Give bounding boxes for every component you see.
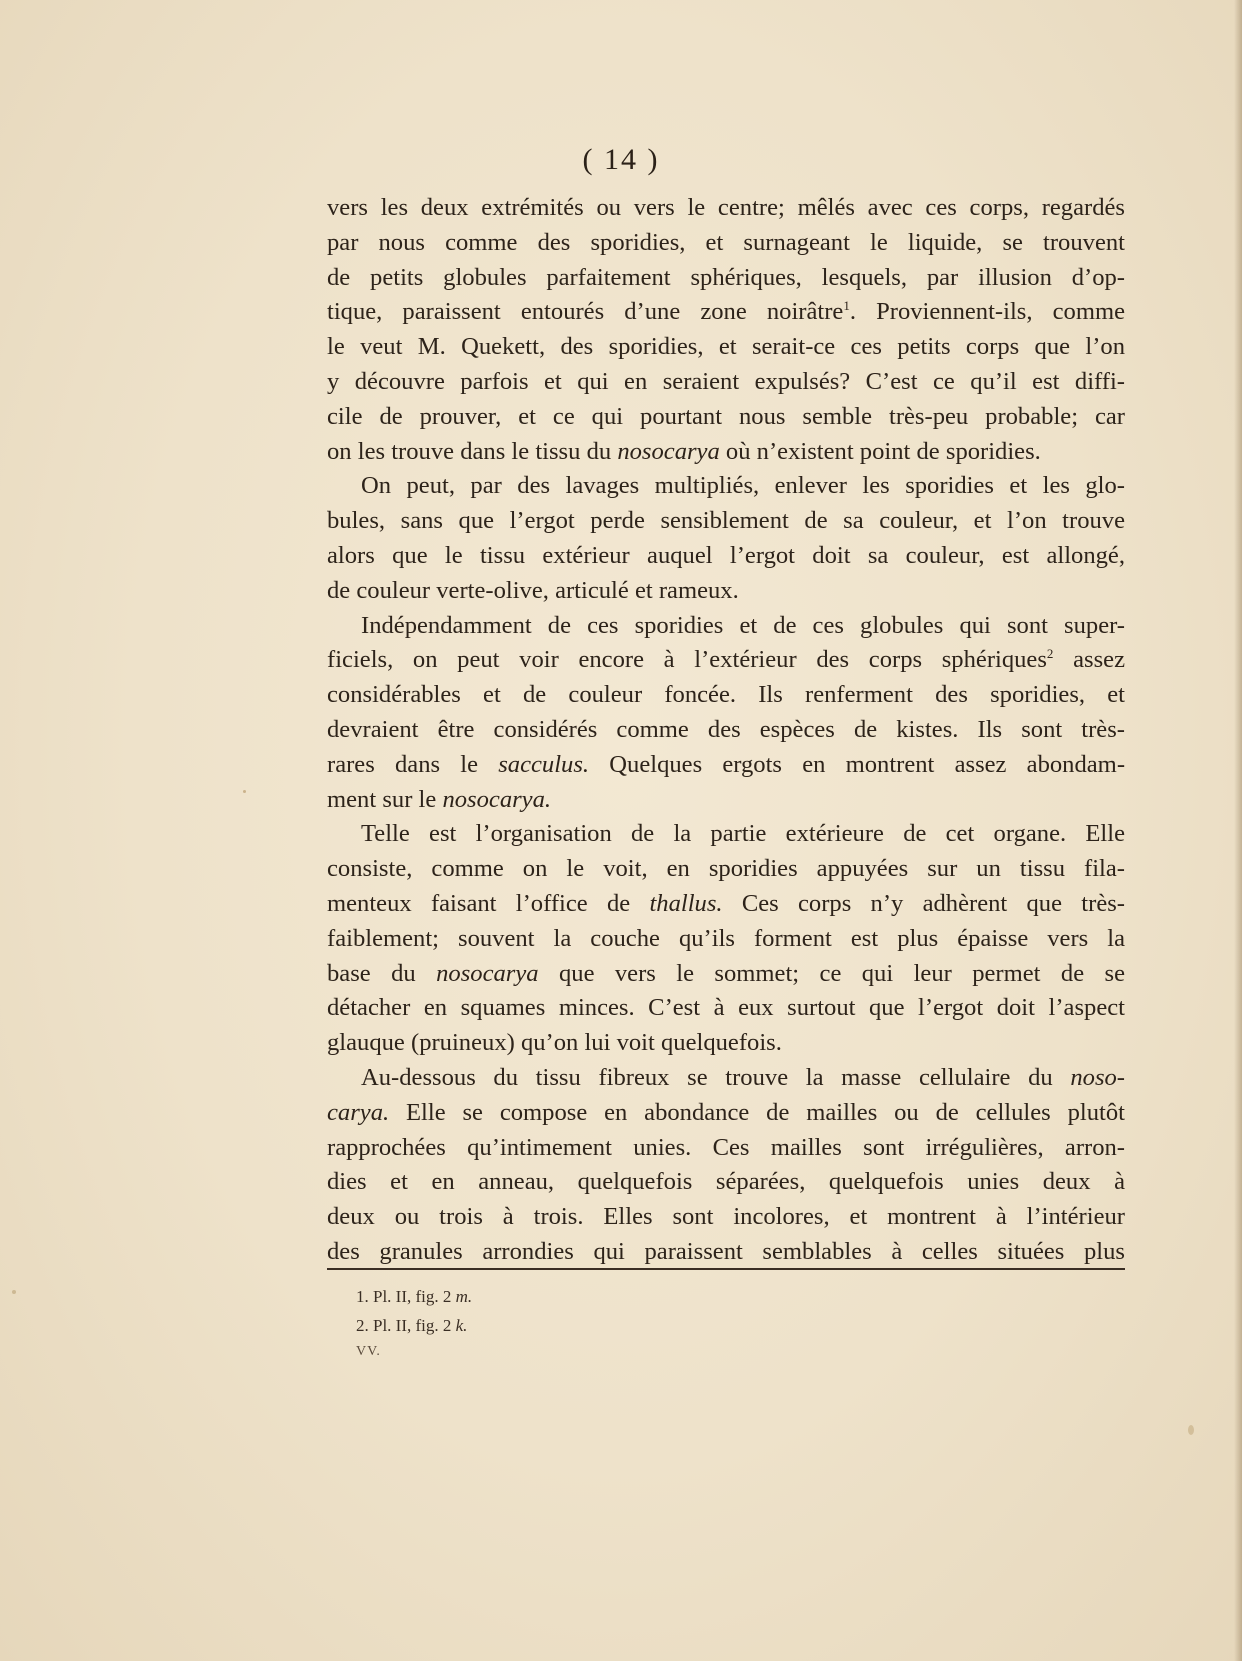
text-line xyxy=(327,1200,1125,1235)
text-run: par nous comme des sporidies, et surnageant le liquide, se trouvent xyxy=(327,228,1125,256)
footnote-number: 2. xyxy=(356,1316,369,1335)
text-line xyxy=(327,191,1125,226)
text-line xyxy=(327,922,1125,957)
footnote-text: Pl. II, fig. 2 xyxy=(373,1316,452,1335)
text-run: deux ou trois à trois. Elles sont incolores, et montrent à l’intérieur xyxy=(327,1203,1125,1231)
italic-term: thallus. xyxy=(649,889,723,917)
text-run: dies et en anneau, quelquefois séparées, quelquefois unies deux à xyxy=(327,1168,1125,1196)
text-line xyxy=(327,469,1125,504)
text-line xyxy=(327,261,1125,296)
text-run: assez xyxy=(1053,646,1125,674)
text-run: y découvre parfois et qui en seraient expulsés? C’est ce qu’il est diffi- xyxy=(327,367,1125,395)
text-run: Quelques ergots en montrent assez abondam- xyxy=(589,750,1126,778)
paper-speck xyxy=(12,1290,16,1294)
text-run: de petits globules parfaitement sphériques, lesquels, par illusion d’op- xyxy=(327,263,1125,291)
footnote-letter: m. xyxy=(455,1287,473,1306)
text-line xyxy=(327,748,1125,783)
footnote-1 xyxy=(356,1282,472,1311)
text-run: consiste, comme on le voit, en sporidies appuyées sur un tissu fila- xyxy=(327,855,1125,883)
text-run: on les trouve dans le tissu du xyxy=(327,437,618,465)
text-run: que vers le sommet; ce qui leur permet de se xyxy=(538,959,1126,987)
text-line xyxy=(327,1061,1125,1096)
body-text xyxy=(327,191,1125,1270)
text-run: des granules arrondies qui paraissent semblables à celles situées plus xyxy=(327,1237,1125,1265)
text-run: considérables et de couleur foncée. Ils renferment des sporidies, et xyxy=(327,681,1125,709)
text-run: glauque (pruineux) qu’on lui voit quelquefois. xyxy=(327,1029,782,1057)
italic-term: sacculus. xyxy=(498,750,590,778)
text-run: de couleur verte-olive, articulé et rameux. xyxy=(327,576,739,604)
italic-term: carya. xyxy=(327,1098,390,1126)
text-run: faiblement; souvent la couche qu’ils forment est plus épaisse vers la xyxy=(327,924,1125,952)
text-run: Au-dessous du tissu fibreux se trouve la masse cellulaire du xyxy=(361,1063,1071,1091)
italic-term: nosocarya. xyxy=(442,785,552,813)
signature-mark: VV. xyxy=(356,1344,381,1359)
footnote-number: 1. xyxy=(356,1287,369,1306)
italic-term: nosocarya xyxy=(436,959,539,987)
text-line xyxy=(327,991,1125,1026)
text-run: menteux faisant l’office de xyxy=(327,889,650,917)
text-run: Elle se compose en abondance de mailles ou de cellules plutôt xyxy=(389,1098,1125,1126)
text-line xyxy=(327,504,1125,539)
text-line xyxy=(327,330,1125,365)
text-run: base du xyxy=(327,959,437,987)
text-run: Indépendamment de ces sporidies et de ces globules qui sont super- xyxy=(361,611,1125,639)
text-run: vers les deux extrémités ou vers le centre; mêlés avec ces corps, regardés xyxy=(327,194,1125,221)
text-run: ficiels, on peut voir encore à l’extérieur des corps sphériques xyxy=(327,646,1047,674)
text-run: tique, paraissent entourés d’une zone noirâtre xyxy=(327,298,844,326)
footnote-reference: 2 xyxy=(1046,646,1054,662)
text-run: bules, sans que l’ergot perde sensiblement de sa couleur, et l’on trouve xyxy=(327,507,1125,535)
text-line xyxy=(327,609,1125,644)
text-run: ment sur le xyxy=(327,785,443,813)
text-line xyxy=(327,539,1125,574)
text-line xyxy=(327,400,1125,435)
text-line xyxy=(327,1131,1125,1166)
text-run: alors que le tissu extérieur auquel l’ergot doit sa couleur, est allongé, xyxy=(327,541,1125,569)
text-line xyxy=(327,957,1125,992)
text-run: où n’existent point de sporidies. xyxy=(719,437,1041,465)
text-line xyxy=(327,643,1125,678)
text-run: devraient être considérés comme des espèces de kistes. Ils sont très- xyxy=(327,715,1125,743)
footnote-rule xyxy=(327,1268,1125,1270)
text-run: détacher en squames minces. C’est à eux surtout que l’ergot doit l’aspect xyxy=(327,994,1125,1022)
italic-term: noso- xyxy=(1070,1063,1125,1091)
text-line xyxy=(327,1235,1125,1270)
text-run: le veut M. Quekett, des sporidies, et serait-ce ces petits corps que l’on xyxy=(327,333,1125,361)
paper-speck xyxy=(1188,1425,1194,1435)
text-line xyxy=(327,365,1125,400)
footnote-2 xyxy=(356,1311,472,1340)
text-line xyxy=(327,678,1125,713)
page-number: ( 14 ) xyxy=(582,143,660,176)
text-run: Telle est l’organisation de la partie extérieure de cet organe. Elle xyxy=(361,820,1125,848)
text-run: cile de prouver, et ce qui pourtant nous semble très-peu probable; car xyxy=(327,402,1125,430)
paper-speck xyxy=(243,790,246,793)
text-line xyxy=(327,435,1125,470)
text-line xyxy=(327,887,1125,922)
footnote-reference: 1 xyxy=(843,298,850,314)
text-line xyxy=(327,226,1125,261)
text-line xyxy=(327,852,1125,887)
text-run: . Proviennent-ils, comme xyxy=(849,298,1125,326)
text-line xyxy=(327,1165,1125,1200)
text-line xyxy=(327,783,1125,818)
footnotes xyxy=(356,1282,472,1364)
text-run: Ces corps n’y adhèrent que très- xyxy=(722,889,1125,917)
page-edge-shadow xyxy=(1234,0,1242,1661)
text-line xyxy=(327,1096,1125,1131)
footnote-letter: k. xyxy=(455,1316,468,1335)
text-line xyxy=(327,817,1125,852)
text-run: rares dans le xyxy=(327,750,499,778)
footnote-text: Pl. II, fig. 2 xyxy=(373,1287,452,1306)
text-run: rapprochées qu’intimement unies. Ces mailles sont irrégulières, arron- xyxy=(327,1133,1125,1161)
text-line xyxy=(327,713,1125,748)
italic-term: nosocarya xyxy=(617,437,720,465)
text-line xyxy=(327,574,1125,609)
text-line xyxy=(327,295,1125,330)
text-line xyxy=(327,1026,1125,1061)
text-run: On peut, par des lavages multipliés, enlever les sporidies et les glo- xyxy=(361,472,1125,500)
